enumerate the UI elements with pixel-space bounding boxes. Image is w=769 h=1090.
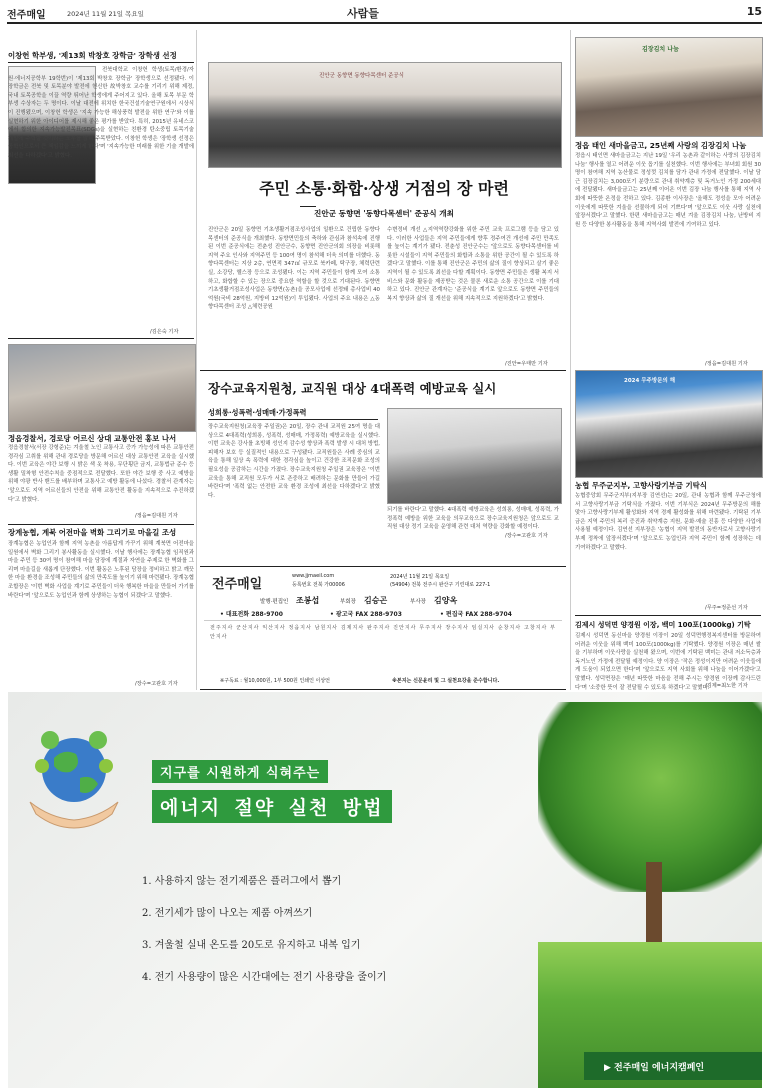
masthead-address: (54904) 전북 전주시 완산구 기린대로 227-1 bbox=[390, 582, 491, 588]
masthead-tel-main: • 대표전화 288-9700 bbox=[220, 611, 283, 618]
hands-icon bbox=[30, 802, 118, 828]
lead-body-right: 수변정비 개선 △지역역량강화를 위한 주민 교육 프로그램 등을 담고 있다. 이러한 사업들은 지역 주민들에게 향후 정주여건 개선에 주민 만족도를 높이는 계기가 됐다. 전춘성 진안군수는 '앞으로도 동향다목센터를 비롯한 시설들이 지역 주민들의 화합과 소통을 위한 공간이 될 수 있도록 하겠다'고 말했다. 이를 통해 진안군은 주민의 삶의 질이 향상되고 살기 좋은 지역이 될 수 있도록 최선을 다할 계획이다. 동향면 주민들은 생활 복지 서비스와 문화 활동을 제공받는 것은 물론 새로운 소통 공간으로 이를 기대하고 있다. 진안군 관계자는 '준공식을 계기로 앞으로도 동향면 주민들의 복지 향상과 삶의 질 개선을 위해 지속적으로 지원하겠다'고 밝혔다. bbox=[387, 227, 559, 302]
gimchi-photo bbox=[575, 37, 763, 137]
ad-item: 4. 전기 사용량이 많은 시간대에는 전기 사용량을 줄이기 bbox=[142, 972, 387, 983]
masthead-ceo: 김양옥 bbox=[434, 596, 458, 605]
article-police-title: 정읍경찰서, 경로당 어르신 상대 교통안전 홍보 나서 bbox=[8, 434, 177, 443]
edu-byline: /장수=고관호 기자 bbox=[505, 533, 548, 539]
article-jang-byline: /장수=고관호 기자 bbox=[135, 681, 178, 687]
masthead-subscription: ※구독료 : 월10,000원, 1부 500원 인쇄인 이상언 bbox=[220, 678, 331, 684]
article-yang-title: 김제시 성덕면 양경원 이장, 백미 100포(1000kg) 기탁 bbox=[575, 621, 751, 629]
lead-headline: 주민 소통·화합·상생 거점의 장 마련 bbox=[259, 179, 509, 198]
globe-hands-illustration bbox=[20, 722, 128, 832]
lead-photo-banner: 진안군 동향면 동향다목센터 준공식 bbox=[319, 73, 404, 79]
lead-byline: /진안=우태만 기자 bbox=[505, 361, 548, 367]
lead-subhead: 진안군 동향면 '동향다목센터' 준공식 개최 bbox=[314, 209, 454, 218]
masthead-name: 전주매일 bbox=[212, 577, 263, 592]
rule bbox=[8, 524, 194, 525]
masthead-ethics: ※본지는 신문윤리 및 그 실천요강을 준수합니다. bbox=[392, 678, 500, 684]
issue-date: 2024년 11월 21일 목요일 bbox=[67, 10, 144, 18]
article-muju-byline: /무주=정준선 기자 bbox=[705, 605, 748, 611]
ad-headline-2: 에너지 절약 실천 방법 bbox=[152, 790, 392, 823]
article-lee-title: 이창헌 학부생, '제13회 박창호 장학금' 장학생 선정 bbox=[8, 51, 177, 60]
edu-photo bbox=[387, 408, 562, 504]
article-yang-body: 김제시 성덕면 동신마을 양경원 이장이 20일 성덕면행정복지센터를 방문하여 어려운 이웃을 위해 백미 100포(1000kg)를 기탁했다. 양경원 이장은 매년 쌀을 기부하며 이웃사랑을 실천해 왔으며, 이번에 기탁된 백미는 관내 저소득층과 독거노인 가정에 전달될 예정이다. 양 이장은 '작은 정성이지만 어려운 이웃들에게 도움이 되었으면 한다'며 '앞으로도 지역 사회를 위해 나눔을 이어가겠다'고 말했다. 성덕면장은 '매년 따뜻한 마음을 전해 주시는 양경원 이장께 감사드린다'며 '소중한 뜻이 잘 전달될 수 있도록 하겠다'고 말했다. bbox=[575, 633, 761, 691]
edu-body-left: 장수교육지원청(교육장 주일권)은 20일, 장수 관내 교직원 25여 명을 대상으로 4대폭력(성희롱, 성폭력, 성매매, 가정폭력) 예방교육을 실시했다. 이번 교육은 강사를 초빙해 성인지 감수성 향상과 폭력 발생 시 대처 방법, 피해자 보호 등 실질적인 내용으로 구성됐다. 교직원들은 사례 중심의 교육을 통해 일상 속 폭력에 대한 경각심을 높이고 건강한 조직문화 조성의 필요성을 공감하는 시간을 가졌다. 장수교육지원청 주일권 교육장은 '이번 교육을 통해 교직원 모두가 서로 존중하고 배려하는 문화를 만들어 가길 바란다'며 '폭력 없는 안전한 교육 환경 조성에 최선을 다하겠다'고 밝혔다. bbox=[208, 424, 380, 499]
header-rule bbox=[7, 22, 762, 24]
masthead-tel-ad: • 광고국 FAX 288-9703 bbox=[330, 611, 402, 618]
rule bbox=[575, 615, 761, 616]
masthead-branches: 전주지사 군산지사 익산지사 정읍지사 남원지사 김제지사 완주지사 진안지사 무주지사 장수지사 임실지사 순창지사 고창지사 부안지사 bbox=[210, 625, 556, 640]
article-jang-title: 장계농협, 계북 어전마을 벽화 그리기로 마을길 조성 bbox=[8, 528, 177, 537]
ad-item: 3. 겨울철 실내 온도를 20도로 유지하고 내복 입기 bbox=[142, 940, 361, 951]
masthead-tel-edit: • 편집국 FAX 288-9704 bbox=[440, 611, 512, 618]
ad-item: 1. 사용하지 않는 전기제품은 플러그에서 뽑기 bbox=[142, 876, 342, 887]
masthead-date: 2024년 11월 21일 목요일 bbox=[390, 574, 450, 580]
column-divider bbox=[196, 30, 197, 690]
article-police-byline: /정읍=김대원 기자 bbox=[135, 513, 178, 519]
article-gimchi-body: 정읍시 태인면 새마을금고는 지난 19일 '우리 농촌과 같이하는 사랑의 김장김치 나눔' 행사를 열고 어려운 이웃 돕기를 실천했다. 이번 행사에는 부녀회 회원 30명이 참여해 지역 농산물로 정성껏 김치를 담가 관내 가정에 전달했다. 이날 담근 김장김치는 3,000포기 분량으로 관내 취약계층 및 독거노인 가정 200세대에 전달됐다. 새마을금고는 25년째 이어온 이번 김장 나눔 행사를 통해 지역 사회에 따뜻한 온정을 전하고 있다. 김종환 이사장은 '올해도 정성을 모아 어려운 이웃에게 따뜻한 겨울을 선물하게 되어 기쁘다'며 '앞으로도 이웃 사랑 실천에 앞장서겠다'고 말했다. 한편 새마을금고는 매년 겨울 김장김치 나눔, 난방비 지원 등 다양한 봉사활동을 통해 지역사회 발전에 기여하고 있다. bbox=[575, 153, 761, 228]
article-jang-body: 장계농협은 농업인과 함께 지역 농촌을 아름답게 가꾸기 위해 계북면 어전마을 일원에서 벽화 그리기 봉사활동을 실시했다. 이날 행사에는 장계농협 임직원과 마을 주민 등 30여 명이 참여해 마을 담장에 계절과 자연을 주제로 한 벽화를 그리며 마을길을 새롭게 단장했다. 이번 활동은 노후된 담장을 정비하고 밝고 깨끗한 마을 환경을 조성해 주민들의 삶의 만족도를 높이기 위해 마련됐다. 장계농협 조합장은 '이번 벽화 사업을 계기로 주민들이 더욱 행복한 마을을 만들어 가기를 바란다'며 '앞으로도 농업인과 함께 상생하는 농협이 되겠다'고 말했다. bbox=[8, 541, 194, 599]
masthead-role-ceo: 부사장 bbox=[410, 599, 426, 605]
masthead-publisher: 조봉섭 bbox=[296, 596, 320, 605]
article-police-body: 정읍경찰서(서장 강형준)는 겨울철 노인 교통사고 증가 가능성에 따른 교통안전 경각심 고취를 위해 관내 경로당을 방문해 어르신 대상 교통안전 교육을 실시했다. 이번 교육은 야간 보행 시 밝은 색 옷 착용, 무단횡단 금지, 교통법규 준수 등 생활 밀착형 안전수칙을 중점적으로 전달했다. 또한 야간 보행 중 사고 예방을 위해 야광 반사 밴드를 배부하며 교통사고 예방 활동에 나섰다. 경찰서 관계자는 '앞으로도 지역 어르신들의 안전을 위해 교통안전 활동을 지속적으로 추진하겠다'고 밝혔다. bbox=[8, 445, 194, 503]
column-divider bbox=[570, 30, 571, 690]
rule bbox=[8, 62, 194, 63]
masthead-registration: 등록번호 전북 가00006 bbox=[292, 582, 345, 588]
ad-footer: ▶ 전주매일 에너지캠페인 bbox=[604, 1063, 705, 1073]
masthead-box bbox=[200, 566, 566, 690]
page-header bbox=[7, 3, 762, 23]
article-gimchi-byline: /정읍=김대원 기자 bbox=[705, 361, 748, 367]
rule bbox=[200, 370, 566, 371]
rule bbox=[208, 419, 378, 420]
masthead-role-vice: 부회장 bbox=[340, 599, 356, 605]
ad-tree-illustration bbox=[538, 692, 762, 1088]
rule bbox=[8, 338, 194, 339]
muju-photo bbox=[575, 370, 763, 478]
edu-body-right: 되기를 바란다'고 말했다. 4대폭력 예방교육은 성희롱, 성매매, 성폭력, 가정폭력 예방을 위한 교육을 의무교육으로 장수교육지원청은 앞으로도 교직원 대상 정기 교육을 운영해 관련 대처 역량을 강화할 예정이다. bbox=[387, 507, 559, 531]
police-photo bbox=[8, 344, 196, 432]
edu-subhead: 성희롱·성폭력·성매매·가정폭력 bbox=[208, 408, 307, 417]
article-muju-title: 농협 무주군지부, 고향사랑기부금 기탁식 bbox=[575, 481, 707, 490]
article-muju-body: 농협중앙회 무주군지부(지부장 김연선)는 20일, 관내 농협과 함께 무주군청에서 고향사랑기부금 기탁식을 가졌다. 이번 기부식은 2024년 무주방문의 해를 맞아 고향사랑기부제 활성화와 지역 경제 활성화를 위해 마련됐다. 기탁된 기부금은 지역 주민의 복리 증진과 취약계층 지원, 문화·예술 진흥 등 다양한 사업에 사용될 예정이다. 김연선 지부장은 '농협이 지역 발전의 동반자로서 고향사랑기부제 정착에 앞장서겠다'며 '앞으로도 농업인과 지역 주민이 함께 성장하는 데 기여하겠다'고 말했다. bbox=[575, 493, 761, 551]
rule bbox=[300, 206, 316, 207]
masthead-url: www.jjmaeil.com bbox=[292, 573, 335, 579]
section-name: 사람들 bbox=[347, 7, 379, 20]
rule bbox=[204, 620, 562, 621]
article-lee-byline: /김은숙 기자 bbox=[150, 329, 179, 335]
muju-photo-banner: 2024 무주방문의 해 bbox=[624, 378, 676, 384]
article-gimchi-title: 정읍 태인 새마을금고, 25년째 사랑의 김장김치 나눔 bbox=[575, 141, 747, 150]
masthead-vice: 김승곤 bbox=[364, 596, 388, 605]
masthead-role-publisher: 발행·편집인 bbox=[260, 599, 289, 605]
lead-body-left: 진안군은 20일 동향면 기초생활거점조성사업의 일환으로 건립한 동향다목센터의 준공식을 개최했다. 동향면민들의 축하와 관심과 참석속에 진행된 이번 준공식에는 전춘성 진안군수, 동향면 진안군의회 의장을 비롯해 지역 주요 인사와 지역주민 등 100여 명이 참석해 더욱 의미를 더했다. 동향다목센터는 지상 2층, 연면적 347㎡ 규모로 북카페, 탁구장, 체력단련실, 소강당, 헬스장 등으로 조성됐다. 이는 지역 주민들이 함께 모여 소통하고, 화합할 수 있는 장으로 중요한 역할을 할 것으로 기대된다. 동향면 기초생활거점조성사업은 동향면(농촌)을 공모사업에 선정돼 총사업비 40억원(국비 28억원, 지방비 12억원)이 투입됐다. 사업의 주요 내용은 △동향다목센터 조성 △체련공원 bbox=[208, 227, 380, 311]
paper-name: 전주매일 bbox=[7, 10, 46, 21]
article-lee-body: 전북대학교 이창헌 학생(토목/환경/자원·에너지공학부 19학번)이 '제13회 박창호 장학금' 장학생으로 선정됐다. 이 장학금은 전북 및 토목분야 발전에 헌신한 故박창호 교수를 기리기 위해 제정, 국내 토목공학을 이끌 역량 뛰어난 학생에게 주어지고 있다. 올해 토목 부문 학부생 수상자는 두 명이다. 이날 대전에 위치한 한국건설기술연구원에서 시상식이 진행됐으며, 이창헌 학생은 '지속 가능한 해상풍력 발전을 위한 연구'와 이를 실현하기 위한 아이디어를 제시해 좋은 평가를 받았다. 특히, 2015년 유네스코에서 합의한 지속가능발전목표(SDGs)을 실현하는 친환경 탄소중립 토목기술 개발에 주력할 것이라는 포부를 밝혀 주목받았다. 이창헌 학생은 '장학생 선정은 공학인으로서 큰 책임감을 느끼게 한다'며 '지속가능한 미래를 위한 기술 개발에 최선을 다하겠다'고 밝혔다. bbox=[8, 67, 194, 159]
edu-headline: 장수교육지원청, 교직원 대상 4대폭력 예방교육 실시 bbox=[208, 381, 497, 396]
energy-ad bbox=[8, 692, 762, 1088]
lead-photo bbox=[208, 62, 562, 168]
gimchi-photo-banner: 김장김치 나눔 bbox=[642, 46, 679, 53]
page-number: 15 bbox=[746, 5, 762, 18]
ad-headline-1: 지구를 시원하게 식혀주는 bbox=[152, 760, 328, 783]
article-yang-byline: /김제=최노한 기자 bbox=[705, 683, 748, 689]
ad-item: 2. 전기세가 많이 나오는 제품 아껴쓰기 bbox=[142, 908, 313, 919]
